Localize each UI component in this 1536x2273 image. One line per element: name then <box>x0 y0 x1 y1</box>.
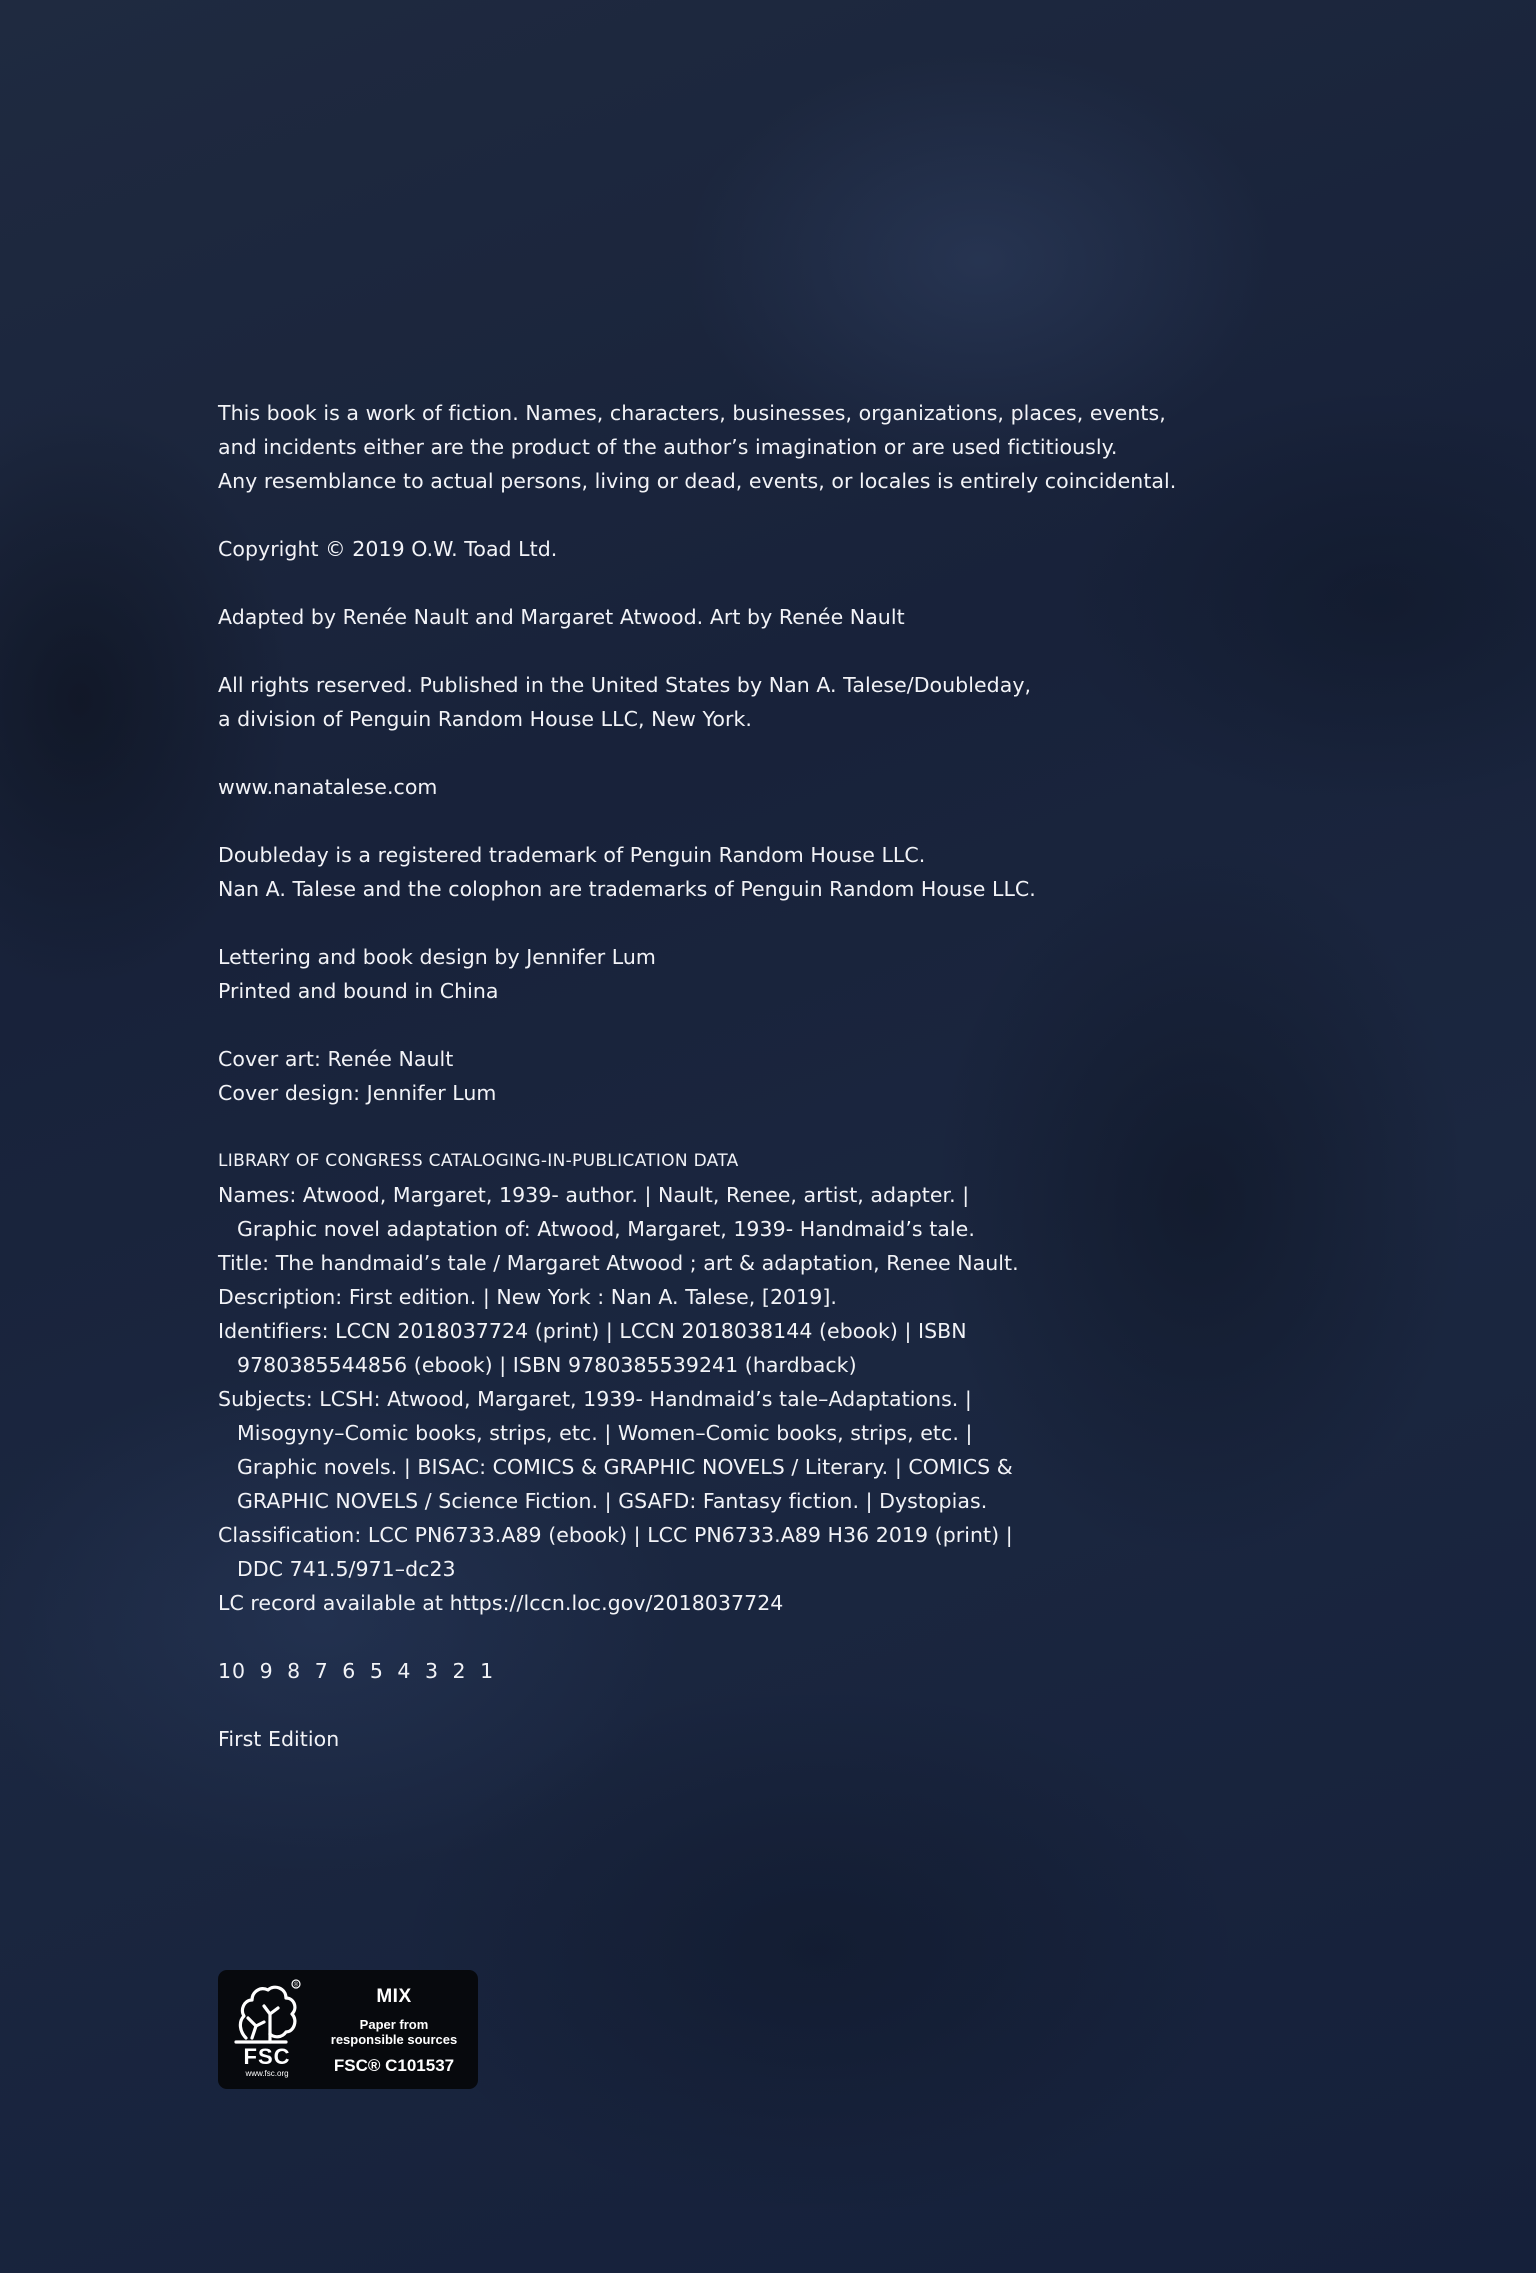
cip-line: Misogyny–Comic books, strips, etc. | Women–Comic books, strips, etc. | <box>237 1421 973 1445</box>
publisher-notice <box>218 668 1118 736</box>
text-line: Any resemblance to actual persons, living or dead, events, or locales is entirely coincidental. <box>218 469 1177 493</box>
fsc-paper-line: Paper from <box>359 2017 429 2032</box>
cip-line: Description: First edition. | New York : Nan A. Talese, [2019]. <box>218 1285 837 1309</box>
copyright-notice <box>218 532 1118 566</box>
text-line: a division of Penguin Random House LLC, New York. <box>218 707 752 731</box>
fsc-paper-label <box>318 2017 470 2047</box>
cip-line: GRAPHIC NOVELS / Science Fiction. | GSAFD: Fantasy fiction. | Dystopias. <box>237 1489 988 1513</box>
fsc-mix-label: MIX <box>376 1986 412 2007</box>
cip-data <box>218 1144 1118 1620</box>
text-line: Nan A. Talese and the colophon are trademarks of Penguin Random House LLC. <box>218 877 1036 901</box>
text-line: This book is a work of fiction. Names, characters, businesses, organizations, places, events, <box>218 401 1166 425</box>
cip-line: Graphic novel adaptation of: Atwood, Margaret, 1939- Handmaid’s tale. <box>237 1217 975 1241</box>
publisher-website <box>218 770 1118 804</box>
trademark-notice <box>218 838 1118 906</box>
cip-heading: LIBRARY OF CONGRESS CATALOGING-IN-PUBLICATION DATA <box>218 1151 739 1171</box>
adaptation-credit <box>218 600 1118 634</box>
text-line: Copyright © 2019 O.W. Toad Ltd. <box>218 537 558 561</box>
cip-line: Identifiers: LCCN 2018037724 (print) | LCCN 2018038144 (ebook) | ISBN <box>218 1319 967 1343</box>
fsc-paper-line: responsible sources <box>330 2032 458 2047</box>
cip-line: Title: The handmaid’s tale / Margaret Atwood ; art & adaptation, Renee Nault. <box>218 1251 1019 1275</box>
fsc-registered-mark: ® <box>293 1982 299 1989</box>
fsc-url: www.fsc.org <box>245 2069 289 2078</box>
cip-line: Names: Atwood, Margaret, 1939- author. | Nault, Renee, artist, adapter. | <box>218 1183 970 1207</box>
edition-statement: First Edition <box>218 1727 340 1751</box>
cip-line: Subjects: LCSH: Atwood, Margaret, 1939- Handmaid’s tale–Adaptations. | <box>218 1387 972 1411</box>
text-line: Printed and bound in China <box>218 979 499 1003</box>
text-line: Cover art: Renée Nault <box>218 1047 454 1071</box>
text-line: www.nanatalese.com <box>218 775 438 799</box>
cip-line: 9780385544856 (ebook) | ISBN 9780385539241 (hardback) <box>237 1353 857 1377</box>
cip-line: LC record available at https://lccn.loc.gov/2018037724 <box>218 1591 784 1615</box>
text-line: Adapted by Renée Nault and Margaret Atwood. Art by Renée Nault <box>218 605 905 629</box>
fsc-license-code: FSC® C101537 <box>333 2056 455 2075</box>
printing-line: 10 9 8 7 6 5 4 3 2 1 <box>218 1659 495 1683</box>
copyright-page-content <box>218 396 1177 1790</box>
text-line: Cover design: Jennifer Lum <box>218 1081 497 1105</box>
text-line: All rights reserved. Published in the United States by Nan A. Talese/Doubleday, <box>218 673 1032 697</box>
cover-credit <box>218 1042 1118 1110</box>
fiction-disclaimer <box>218 396 1177 498</box>
cip-line: Classification: LCC PN6733.A89 (ebook) | LCC PN6733.A89 H36 2019 (print) | <box>218 1523 1013 1547</box>
text-line: and incidents either are the product of the author’s imagination or are used fictitiously. <box>218 435 1118 459</box>
design-credit <box>218 940 1118 1008</box>
fsc-badge <box>218 1970 478 2089</box>
fsc-logo-text: FSC <box>243 2044 291 2069</box>
text-line: Lettering and book design by Jennifer Lum <box>218 945 656 969</box>
cip-line: Graphic novels. | BISAC: COMICS & GRAPHIC NOVELS / Literary. | COMICS & <box>237 1455 1013 1479</box>
text-line: Doubleday is a registered trademark of Penguin Random House LLC. <box>218 843 926 867</box>
cip-line: DDC 741.5/971–dc23 <box>237 1557 456 1581</box>
